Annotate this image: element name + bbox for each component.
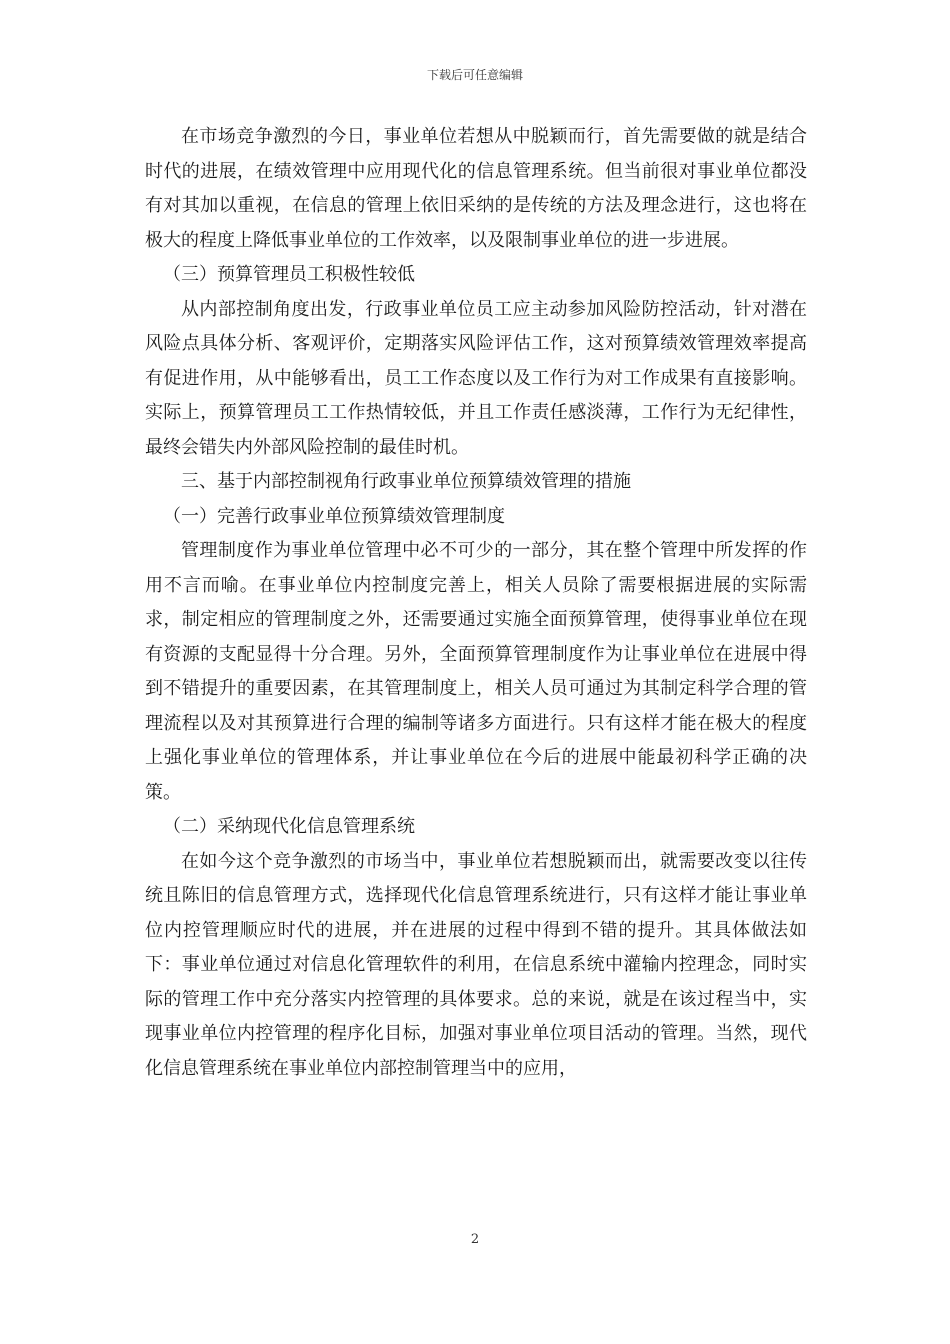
page-number: 2 bbox=[470, 1232, 480, 1247]
document-body bbox=[145, 120, 807, 1086]
paragraph-4: 在如今这个竞争激烈的市场当中，事业单位若想脱颖而出，就需要改变以往传统且陈旧的信息管理方式，选择现代化信息管理系统进行，只有这样才能让事业单位内控管理顺应时代的进展，并在进展的过程中得到不错的提升。其具体做法如下：事业单位通过对信息化管理软件的利用，在信息系统中灌输内控理念，同时实际的管理工作中充分落实内控管理的具体要求。总的来说，就是在该过程当中，实现事业单位内控管理的程序化目标，加强对事业单位项目活动的管理。当然，现代化信息管理系统在事业单位内部控制管理当中的应用， bbox=[145, 850, 807, 1079]
paragraph-3: 管理制度作为事业单位管理中必不可少的一部分，其在整个管理中所发挥的作用不言而喻。在事业单位内控制度完善上，相关人员除了需要根据进展的实际需求，制定相应的管理制度之外，还需要通过实施全面预算管理，使得事业单位在现有资源的支配显得十分合理。另外，全面预算管理制度作为让事业单位在进展中得到不错提升的重要因素，在其管理制度上，相关人员可通过为其制定科学合理的管理流程以及对其预算进行合理的编制等诸多方面进行。只有这样才能在极大的程度上强化事业单位的管理体系，并让事业单位在今后的进展中能最初科学正确的决策。 bbox=[145, 540, 807, 803]
chapter-heading-3: 三、基于内部控制视角行政事业单位预算绩效管理的措施 bbox=[181, 471, 631, 492]
section-heading-3: （三）预算管理员工积极性较低 bbox=[163, 264, 415, 285]
paragraph-2: 从内部控制角度出发，行政事业单位员工应主动参加风险防控活动，针对潜在风险点具体分析、客观评价，定期落实风险评估工作，这对预算绩效管理效率提高有促进作用，从中能够看出，员工工作态度以及工作行为对工作成果有直接影响。实际上，预算管理员工工作热情较低，并且工作责任感淡薄，工作行为无纪律性，最终会错失内外部风险控制的最佳时机。 bbox=[145, 298, 807, 458]
paragraph-1: 在市场竞争激烈的今日，事业单位若想从中脱颖而行，首先需要做的就是结合时代的进展，在绩效管理中应用现代化的信息管理系统。但当前很对事业单位都没有对其加以重视，在信息的管理上依旧采纳的是传统的方法及理念进行，这也将在极大的程度上降低事业单位的工作效率，以及限制事业单位的进一步进展。 bbox=[145, 126, 807, 251]
section-heading-1: （一）完善行政事业单位预算绩效管理制度 bbox=[163, 505, 505, 527]
page-header: 下载后可任意编辑 bbox=[426, 68, 523, 82]
section-heading-2: （二）采纳现代化信息管理系统 bbox=[163, 816, 415, 837]
